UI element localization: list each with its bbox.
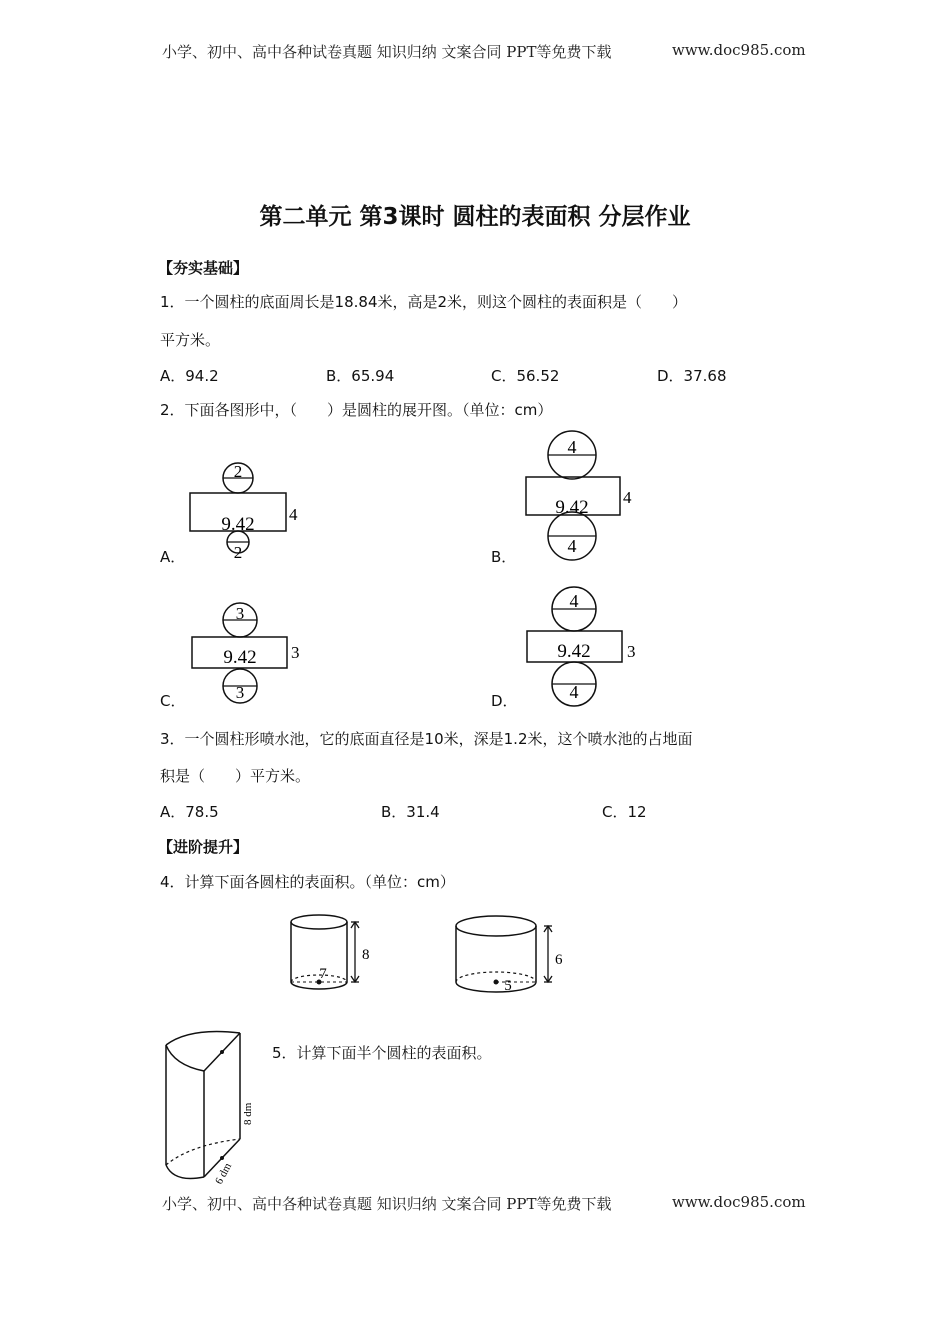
q1-option-c: C．56.52 [491, 367, 560, 385]
q2-label-c: C． [160, 692, 186, 710]
section-advanced: 【进阶提升】 [158, 838, 249, 856]
footer-left: 小学、初中、高中各种试卷真题 知识归纳 文案合同 PPT等免费下载 [162, 1195, 612, 1213]
q2c-bottom-label: 3 [235, 683, 245, 702]
q2c-rect-label: 9.42 [223, 647, 257, 668]
section-basic: 【夯实基础】 [158, 259, 249, 277]
q2-figure-d [520, 585, 650, 710]
q3-option-a: A．78.5 [160, 803, 219, 821]
q2-label-b: B． [491, 548, 517, 566]
q1-text-line2: 平方米。 [160, 331, 221, 349]
q4-cylinder-2 [450, 912, 575, 997]
q5-text: 5．计算下面半个圆柱的表面积。 [272, 1044, 492, 1062]
footer-url[interactable]: www.doc985.com [672, 1193, 806, 1211]
q2a-bottom-label: 2 [233, 543, 243, 562]
q5-half-cylinder [150, 1025, 270, 1190]
q2d-rect-label: 9.42 [557, 641, 591, 662]
q2-figure-c [185, 600, 315, 705]
q2d-bottom-label: 4 [569, 682, 579, 702]
q2b-bottom-label: 4 [567, 536, 577, 556]
q2a-side-label: 4 [289, 505, 298, 524]
header-left: 小学、初中、高中各种试卷真题 知识归纳 文案合同 PPT等免费下载 [162, 43, 612, 61]
q2c-top-label: 3 [235, 604, 245, 623]
q3-text-line2: 积是（ ）平方米。 [160, 767, 311, 785]
q2-figure-a [185, 458, 315, 563]
q2b-side-label: 4 [623, 488, 632, 507]
q2a-rect-label: 9.42 [221, 514, 255, 535]
q1-text-line1: 1．一个圆柱的底面周长是18.84米，高是2米，则这个圆柱的表面积是（ ） [160, 293, 688, 311]
q5-diameter-label: 6 dm [213, 1161, 235, 1187]
q2c-side-label: 3 [291, 643, 300, 662]
q4-cyl1-diameter-label: 7 [319, 966, 327, 982]
q2-label-d: D． [491, 692, 518, 710]
q2-text: 2．下面各图形中，（ ）是圆柱的展开图。（单位：cm） [160, 401, 553, 419]
page-title: 第二单元 第3课时 圆柱的表面积 分层作业 [259, 204, 691, 230]
q4-text: 4．计算下面各圆柱的表面积。（单位：cm） [160, 873, 455, 891]
q2d-top-label: 4 [569, 591, 579, 611]
q3-option-c: C．12 [602, 803, 647, 821]
q2d-side-label: 3 [627, 642, 636, 661]
q4-cyl1-height-label: 8 [362, 947, 370, 963]
q1-option-b: B．65.94 [326, 367, 395, 385]
q5-height-label: 8 dm [242, 1102, 254, 1125]
q2-label-a: A． [160, 548, 186, 566]
q2b-rect-label: 9.42 [555, 497, 589, 518]
q1-option-a: A．94.2 [160, 367, 219, 385]
q1-option-d: D．37.68 [657, 367, 727, 385]
q2a-top-label: 2 [233, 462, 243, 481]
q4-cyl2-height-label: 6 [555, 952, 563, 968]
q4-cylinder-1 [285, 912, 380, 992]
q4-cyl2-radius-label: 5 [504, 978, 512, 994]
q3-text-line1: 3．一个圆柱形喷水池，它的底面直径是10米，深是1.2米，这个喷水池的占地面 [160, 730, 693, 748]
q3-option-b: B．31.4 [381, 803, 440, 821]
q2-figure-b [520, 430, 650, 560]
header-url[interactable]: www.doc985.com [672, 41, 806, 59]
q2b-top-label: 4 [567, 437, 577, 457]
